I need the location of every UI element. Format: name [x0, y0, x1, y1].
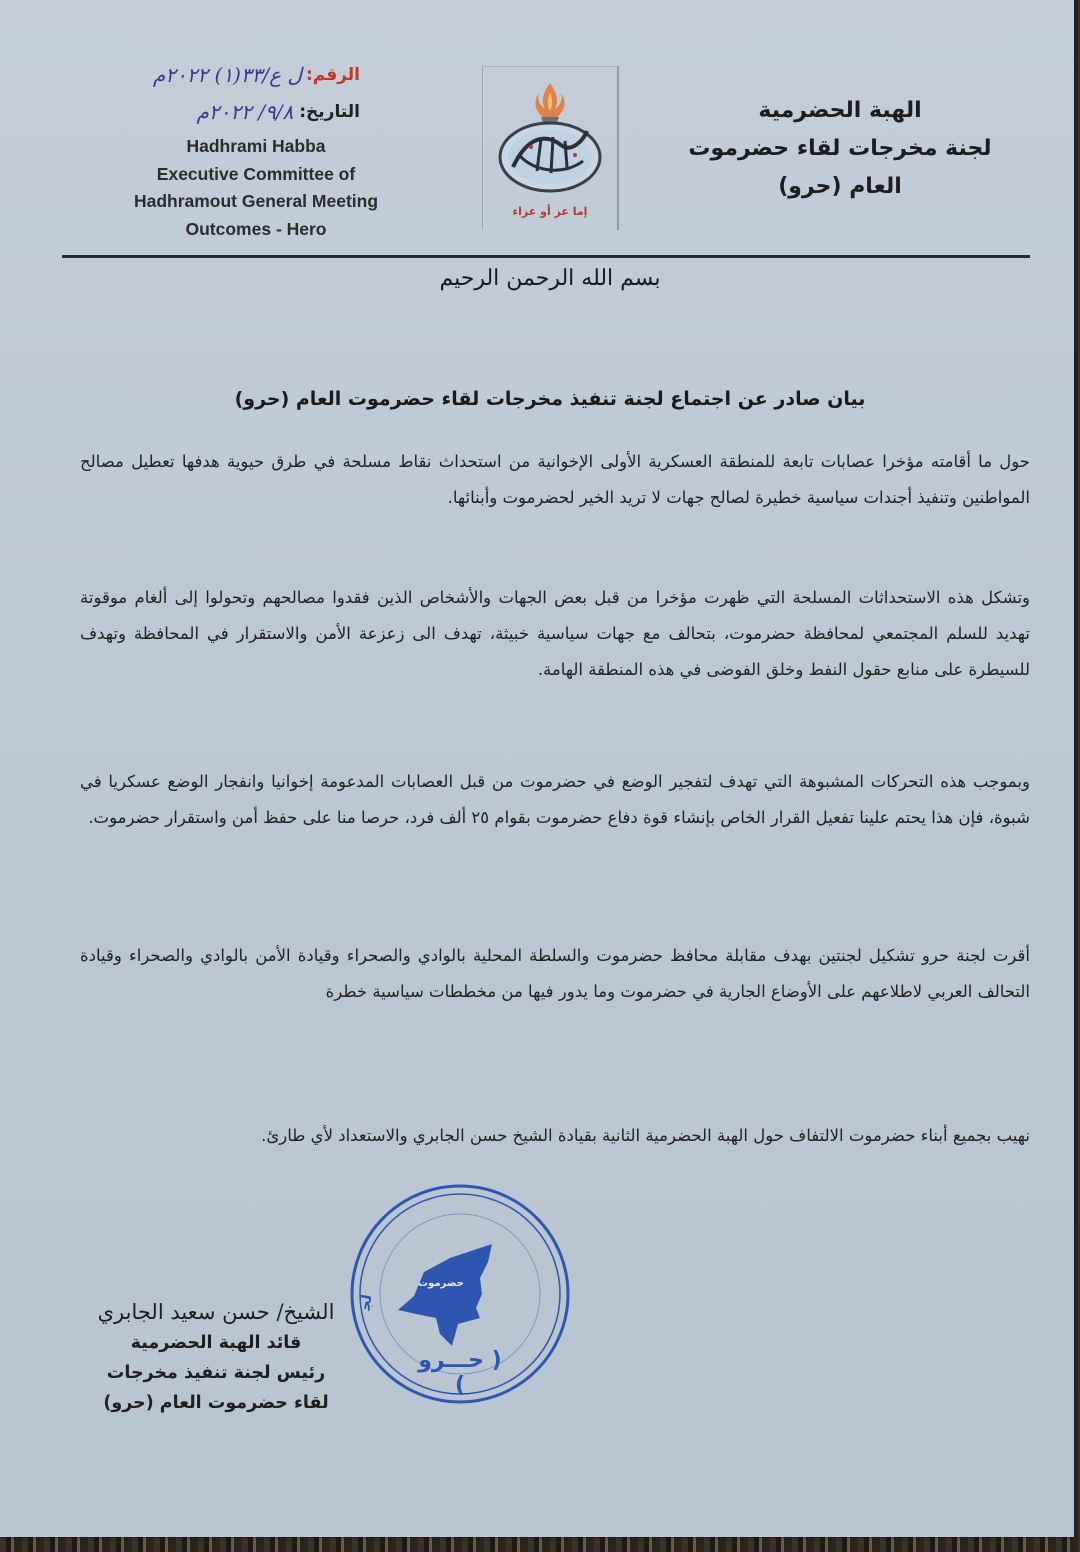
date-label: التاريخ:: [299, 102, 360, 122]
document-date: [120, 100, 360, 124]
body-paragraph: حول ما أقامته مؤخرا عصابات تابعة للمنطقة العسكرية الأولى الإخوانية من استحداث نقاط مسلحة في طرق حيوية هدفها تعطيل مصالح المواطنين وتنفيذ أجندات سياسية خطيرة لصالح جهات لا تريد الخير لحضرموت وأبنائها.: [80, 452, 1030, 507]
basmala: بسم الله الرحمن الرحيم: [439, 266, 661, 291]
stamp-bottom-text: ( حـــرو ): [418, 1348, 502, 1398]
reference-number: [90, 58, 360, 92]
english-header: [100, 133, 412, 243]
signatory-title: قائد الهبة الحضرمية: [130, 1333, 302, 1353]
signatory-title: لقاء حضرموت العام (حرو): [103, 1393, 329, 1413]
signatory-name: الشيخ/ حسن سعيد الجابري: [97, 1300, 335, 1324]
english-header-line: Hadhrami Habba: [186, 136, 326, 156]
logo-motto: إما عز أو عزاء: [512, 205, 588, 218]
stamp-ring-text: لج: [357, 1293, 376, 1311]
header-divider: [62, 255, 1030, 258]
signatory-title: رئيس لجنة تنفيذ مخرجات: [106, 1363, 326, 1383]
english-header-line: Outcomes - Hero: [185, 218, 327, 239]
statement-title: بيان صادر عن اجتماع لجنة تنفيذ مخرجات لقاء حضرموت العام (حرو): [234, 388, 866, 410]
english-header-line: Hadhramout General Meeting: [133, 191, 379, 211]
body-paragraph: وبموجب هذه التحركات المشبوهة التي تهدف لتفجير الوضع في حضرموت من قبل العصابات المدعومة إخوانيا وانفجار الوضع عسكريا في شبوة، فإن هذا يحتم علينا تفعيل القرار الخاص بإنشاء قوة دفاع حضرموت بقوام ٢٥ ألف فرد، حرصا منا على حفظ أمن واستقرار حضرموت.: [80, 772, 1030, 827]
organization-logo: [482, 66, 619, 230]
arabic-header-line: لجنة مخرجات لقاء حضرموت: [688, 136, 992, 161]
reference-value: ل ع/٣٣(١) ٢٠٢٢م: [152, 63, 302, 87]
arabic-header-line: الهبة الحضرمية: [758, 98, 922, 123]
hadhramout-map-icon: [398, 1244, 492, 1346]
body-paragraph: أقرت لجنة حرو تشكيل لجنتين بهدف مقابلة محافظ حضرموت والسلطة المحلية بالوادي والصحراء وقيادة الأمن بالوادي والصحراء وقيادة التحالف العربي لاطلاعهم على الأوضاع الجارية في حضرموت وما يدور فيها من مخططات سياسية خطرة: [80, 946, 1030, 1001]
date-value: ٩/٨/ ٢٠٢٢م: [196, 100, 294, 124]
signature-block: [66, 1296, 366, 1418]
svg-text:لجنة تنفيذ مخرجات لقاء حضرموت: [340, 1178, 376, 1312]
arabic-header-line: العام (حرو): [778, 174, 902, 199]
arabic-header: [670, 92, 1010, 206]
body-paragraph: وتشكل هذه الاستحداثات المسلحة التي ظهرت مؤخرا من قبل بعض الجهات والأشخاص الذين فقدوا مصالحهم وتحولوا إلى ألغام موقوتة تهديد للسلم المجتمعي لمحافظة حضرموت، بتحالف مع جهات سياسية خبيثة، تهدف الى زعزعة الأمن والاستقرار في المحافظة وتهدف للسيطرة على منابع حقول النفط وخلق الفوضى في هذه المنطقة الهامة.: [80, 588, 1030, 679]
torch-calligraphy-icon: [491, 75, 609, 205]
reference-label: الرقم:: [305, 65, 360, 85]
stamp-map-label: حضرموت: [418, 1278, 464, 1289]
english-header-line: Executive Committee of: [156, 163, 356, 184]
official-stamp: [340, 1178, 580, 1410]
body-paragraph: نهيب بجميع أبناء حضرموت الالتفاف حول الهبة الحضرمية الثانية بقيادة الشيخ حسن الجابري والاستعداد لأي طارئ.: [261, 1126, 1030, 1145]
